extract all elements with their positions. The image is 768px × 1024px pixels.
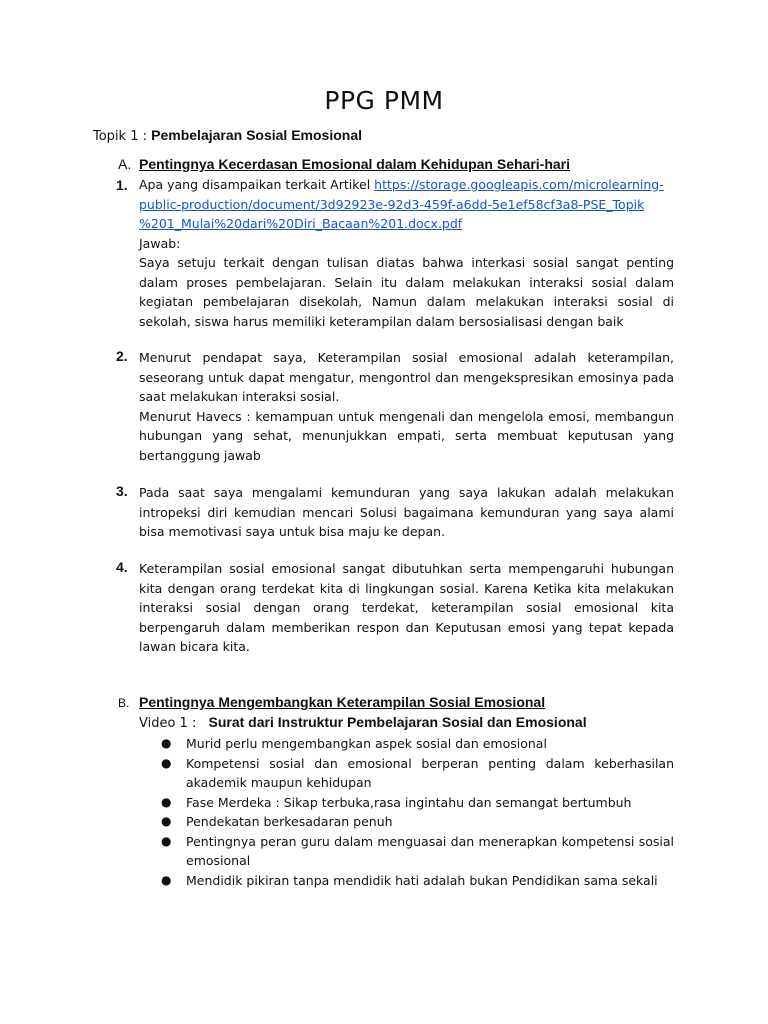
bullet-icon: ● bbox=[161, 794, 172, 809]
article-link-line-2[interactable]: public-production/document/3d92923e-92d3-459f-a6dd-5e1ef58cf3a8-PSE_Topik bbox=[139, 196, 645, 212]
item-1-answer: Saya setuju terkait dengan tulisan diatas bahwa interkasi sosial sangat penting dalam proses pembelajaran. Selain itu dalam melakukan interaksi sosial dalam kegiatan pembelajaran disekolah, Namun dalam melakukan interaksi sosial di sekolah, siswa harus memiliki keterampilan dalam bersosialisasi dengan baik bbox=[139, 255, 674, 329]
item-3-number: 3. bbox=[116, 483, 128, 499]
item-1-body bbox=[139, 175, 674, 331]
item-2-paragraph-1: Menurut pendapat saya, Keterampilan sosial emosional adalah keterampilan, seseorang untuk dapat mengatur, mengontrol dan mengekspresikan emosinya pada saat melakukan interaksi sosial. bbox=[139, 350, 674, 404]
section-a-marker: A. bbox=[118, 156, 132, 172]
topic-label: Topik 1 : bbox=[93, 129, 147, 144]
list-item-text: Pendekatan berkesadaran penuh bbox=[186, 814, 393, 829]
list-item bbox=[160, 734, 674, 754]
item-3-body: Pada saat saya mengalami kemunduran yang saya lakukan adalah melakukan intropeksi diri kemudian mencari Solusi bagaimana kemunduran yang saya alami bisa memotivasi saya untuk bisa maju ke depan. bbox=[139, 485, 674, 539]
list-item bbox=[160, 832, 674, 871]
item-2-paragraph-2: Menurut Havecs : kemampuan untuk mengenali dan mengelola emosi, membangun hubungan yang sehat, menunjukkan empati, serta membuat keputusan yang bertanggung jawab bbox=[139, 408, 674, 463]
article-link-line-1[interactable]: https://storage.googleapis.com/microlearning- bbox=[374, 177, 664, 192]
section-a-heading bbox=[118, 156, 570, 173]
item-4-body: Keterampilan sosial emosional sangat dibutuhkan serta mempengaruhi hubungan kita dengan orang terdekat kita di lingkungan sosial. Karena Ketika kita melakukan interaksi sosial dengan orang terdekat, keterampilan sosial emosional kita berpengaruh dalam memberikan respon dan Keputusan emosi yang tepat kepada lawan bicara kita. bbox=[139, 561, 674, 654]
list-item-text: Pentingnya peran guru dalam menguasai dan menerapkan kompetensi sosial emosional bbox=[186, 833, 674, 868]
section-b-marker: B. bbox=[118, 696, 130, 710]
answer-label: Jawab: bbox=[139, 235, 181, 251]
item-2-body bbox=[139, 348, 674, 465]
video-summary-list bbox=[160, 734, 674, 890]
video-heading bbox=[139, 714, 587, 731]
bullet-icon: ● bbox=[161, 872, 172, 887]
bullet-icon: ● bbox=[161, 755, 172, 770]
section-b-title: Pentingnya Mengembangkan Keterampilan Sosial Emosional bbox=[139, 694, 546, 710]
list-item-text: Murid perlu mengembangkan aspek sosial dan emosional bbox=[186, 736, 547, 751]
item-1-number: 1. bbox=[116, 177, 128, 193]
list-item bbox=[160, 754, 674, 793]
article-link-line-3[interactable]: %201_Mulai%20dari%20Diri_Bacaan%201.docx.pdf bbox=[139, 216, 463, 231]
page-title: PPG PMM bbox=[324, 86, 444, 115]
section-a-title: Pentingnya Kecerdasan Emosional dalam Kehidupan Sehari-hari bbox=[139, 156, 571, 172]
bullet-icon: ● bbox=[161, 736, 172, 750]
list-item bbox=[160, 793, 674, 813]
list-item bbox=[160, 812, 674, 832]
list-item-text: Mendidik pikiran tanpa mendidik hati adalah bukan Pendidikan sama sekali bbox=[186, 872, 658, 888]
item-4-number: 4. bbox=[116, 559, 128, 575]
bullet-icon: ● bbox=[161, 833, 172, 848]
list-item bbox=[160, 871, 674, 891]
video-title: Surat dari Instruktur Pembelajaran Sosial dan Emosional bbox=[208, 714, 587, 730]
list-item-text: Kompetensi sosial dan emosional berperan penting dalam keberhasilan akademik maupun kehidupan bbox=[186, 755, 674, 790]
list-item-text: Fase Merdeka : Sikap terbuka,rasa ingintahu dan semangat bertumbuh bbox=[186, 794, 632, 810]
topic-heading bbox=[93, 127, 362, 144]
section-b-heading bbox=[118, 694, 545, 711]
bullet-icon: ● bbox=[161, 814, 172, 828]
item-1-intro: Apa yang disampaikan terkait Artikel bbox=[139, 177, 375, 192]
video-label: Video 1 : bbox=[139, 716, 197, 731]
topic-title: Pembelajaran Sosial Emosional bbox=[151, 127, 363, 143]
item-2-number: 2. bbox=[116, 348, 128, 364]
